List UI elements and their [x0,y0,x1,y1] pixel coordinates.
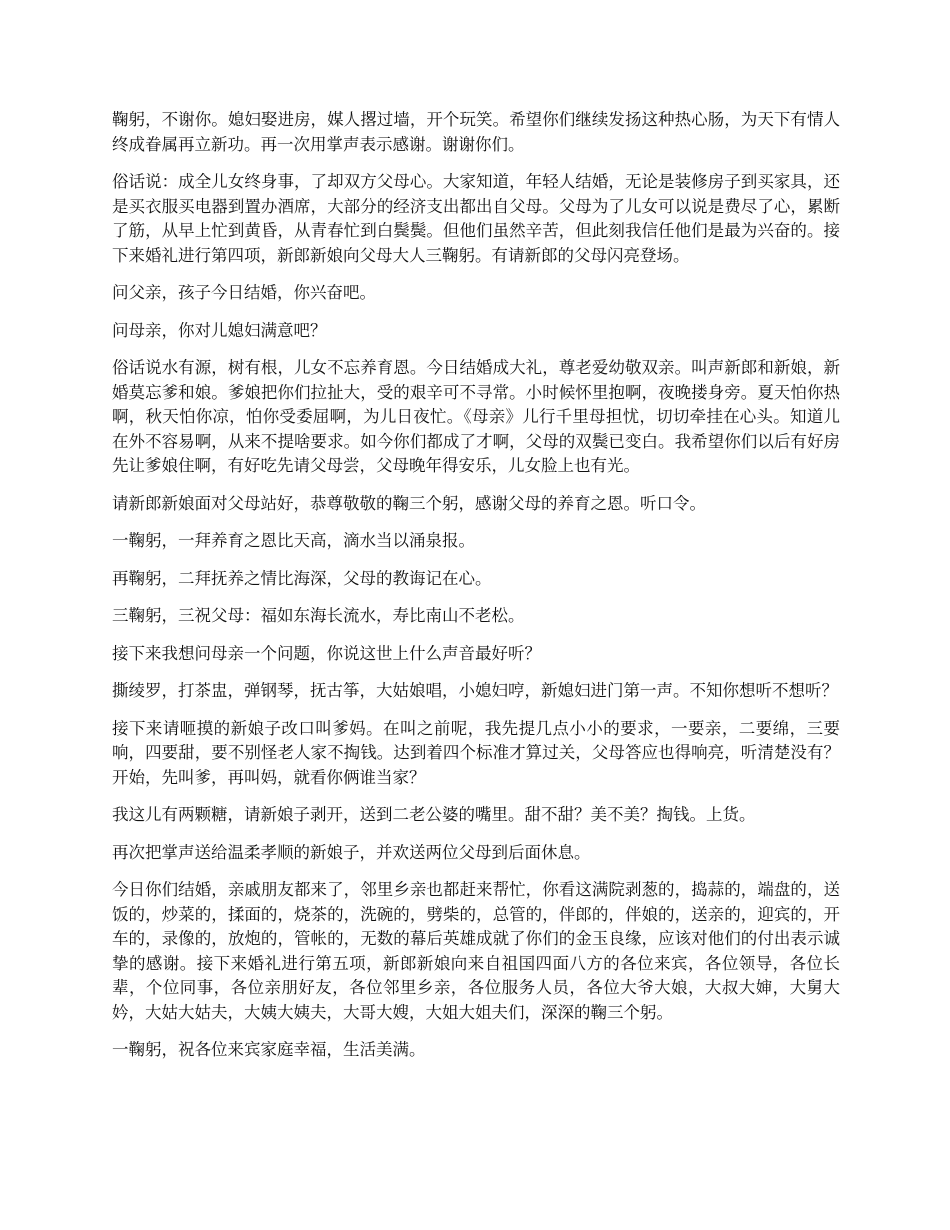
paragraph-9: 三鞠躬，三祝父母：福如东海长流水，寿比南山不老松。 [112,606,525,625]
paragraph-12: 接下来请咂摸的新娘子改口叫爹妈。在叫之前呢，我先提几点小小的要求，一要亲，二要绵，三要响，四要甜，要不别怪老人家不掏钱。达到着四个标准才算过关，父母答应也得响亮，听清楚没有？开始，先叫爹，再叫妈，就看你俩谁当家？ [112,718,840,787]
paragraph-16: 一鞠躬，祝各位来宾家庭幸福，生活美满。 [112,1040,426,1059]
paragraph-15: 今日你们结婚，亲戚朋友都来了，邻里乡亲也都赶来帮忙，你看这满院剥葱的，捣蒜的，端盘的，送饭的，炒菜的，揉面的，烧茶的，洗碗的，劈柴的，总管的，伴郎的，伴娘的，送亲的，迎宾的，开车的，录像的，放炮的，管帐的，无数的幕后英雄成就了你们的金玉良缘，应该对他们的付出表示诚挚的感谢。接下来婚礼进行第五项，新郎新娘向来自祖国四面八方的各位来宾，各位领导，各位长辈，个位同事，各位亲朋好友，各位邻里乡亲，各位服务人员，各位大爷大娘，大叔大婶，大舅大妗，大姑大姑夫，大姨大姨夫，大哥大嫂，大姐大姐夫们，深深的鞠三个躬。 [112,880,840,1022]
paragraph-3: 问父亲，孩子今日结婚，你兴奋吧。 [112,283,376,302]
paragraph-4: 问母亲，你对儿媳妇满意吧？ [112,320,327,340]
paragraph-7: 一鞠躬，一拜养育之恩比天高，滴水当以涌泉报。 [112,531,475,550]
paragraph-11: 撕绫罗，打茶盅，弹钢琴，抚古筝，大姑娘唱，小媳妇哼，新媳妇进门第一声。不知你想听不想听？ [112,681,838,700]
paragraph-14: 再次把掌声送给温柔孝顺的新娘子，并欢送两位父母到后面休息。 [112,842,591,862]
paragraph-6: 请新郎新娘面对父母站好，恭尊敬敬的鞠三个躬，感谢父母的养育之恩。听口令。 [112,493,706,513]
paragraph-1: 鞠躬，不谢你。媳妇娶进房，媒人撂过墙，开个玩笑。希望你们继续发扬这种热心肠，为天下有情人终成眷属再立新功。再一次用掌声表示感谢。谢谢你们。 [112,110,840,154]
paragraph-13: 我这儿有两颗糖，请新娘子剥开，送到二老公婆的嘴里。甜不甜？美不美？掏钱。上货。 [112,805,756,824]
paragraph-10: 接下来我想问母亲一个问题，你说这世上什么声音最好听？ [112,643,541,663]
paragraph-5: 俗话说水有源，树有根，儿女不忘养育恩。今日结婚成大礼，尊老爱幼敬双亲。叫声新郎和新娘，新婚莫忘爹和娘。爹娘把你们拉扯大，受的艰辛可不寻常。小时候怀里抱啊，夜晚搂身旁。夏天怕你热啊，秋天怕你凉，怕你受委屈啊，为儿日夜忙。《母亲》儿行千里母担忧，切切牵挂在心头。知道儿在外不容易啊，从来不提啥要求。如今你们都成了才啊，父母的双鬓已变白。我希望你们以后有好房先让爹娘住啊，有好吃先请父母尝，父母晚年得安乐，儿女脸上也有光。 [112,358,840,475]
document-body [112,108,840,1076]
paragraph-8: 再鞠躬，二拜抚养之情比海深，父母的教诲记在心。 [112,568,492,588]
paragraph-2: 俗话说：成全儿女终身事，了却双方父母心。大家知道，年轻人结婚，无论是装修房子到买家具，还是买衣服买电器到置办酒席，大部分的经济支出都出自父母。父母为了儿女可以说是费尽了心，累断了筋，从早上忙到黄昏，从青春忙到白鬓鬓。但他们虽然辛苦，但此刻我信任他们是最为兴奋的。接下来婚礼进行第四项，新郎新娘向父母大人三鞠躬。有请新郎的父母闪亮登场。 [112,172,840,265]
